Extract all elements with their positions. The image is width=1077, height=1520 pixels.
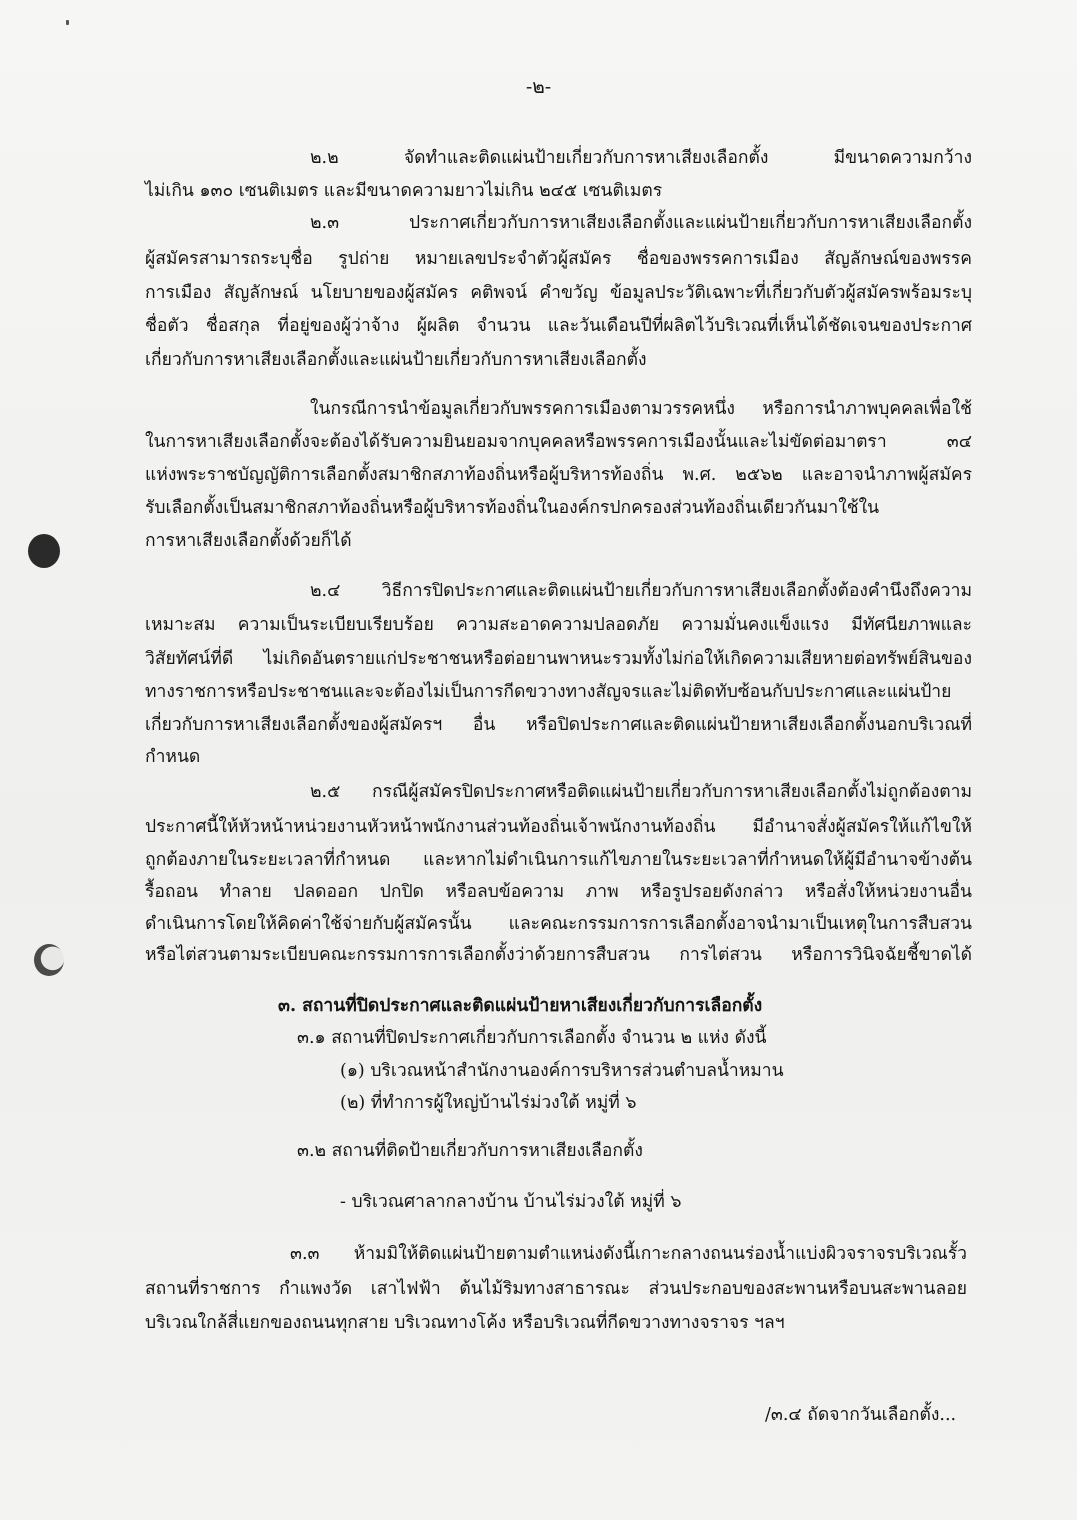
list-item: - บริเวณศาลากลางบ้าน บ้านไร่ม่วงใต้ หมู่ที่ ๖ (340, 1192, 682, 1212)
paragraph-line: แห่งพระราชบัญญัติการเลือกตั้งสมาชิกสภาท้องถิ่นหรือผู้บริหารท้องถิ่น พ.ศ. ๒๕๖๒ และอาจนำภาพผู้สมัคร (145, 465, 972, 485)
punch-hole-bottom (34, 944, 64, 976)
paragraph-line: ๓.๑ สถานที่ปิดประกาศเกี่ยวกับการเลือกตั้ง จำนวน ๒ แห่ง ดังนี้ (297, 1028, 767, 1048)
paragraph-line: ทางราชการหรือประชาชนและจะต้องไม่เป็นการกีดขวางทางสัญจรและไม่ติดทับซ้อนกับประกาศและแผ่นป้าย (145, 682, 952, 702)
paragraph-line: ในการหาเสียงเลือกตั้งจะต้องได้รับความยินยอมจากบุคคลหรือพรรคการเมืองนั้นและไม่ขัดต่อมาตรา ๓๔ (145, 432, 972, 452)
paragraph-line: เกี่ยวกับการหาเสียงเลือกตั้งของผู้สมัครฯ อื่น หรือปิดประกาศและติดแผ่นป้ายหาเสียงเลือกตั้งนอกบริเวณที่ (145, 715, 972, 735)
list-item: (๒) ที่ทำการผู้ใหญ่บ้านไร่ม่วงใต้ หมู่ที่ ๖ (340, 1093, 637, 1113)
paragraph-line: เกี่ยวกับการหาเสียงเลือกตั้งและแผ่นป้ายเกี่ยวกับการหาเสียงเลือกตั้ง (145, 350, 647, 370)
paragraph-line: รื้อถอน ทำลาย ปลดออก ปกปิด หรือลบข้อความ ภาพ หรือรูปรอยดังกล่าว หรือสั่งให้หน่วยงานอื่น (145, 882, 972, 902)
paragraph-line: เหมาะสม ความเป็นระเบียบเรียบร้อย ความสะอาดความปลอดภัย ความมั่นคงแข็งแรง มีทัศนียภาพและ (145, 615, 972, 635)
paragraph-line: ชื่อตัว ชื่อสกุล ที่อยู่ของผู้ว่าจ้าง ผู้ผลิต จำนวน และวันเดือนปีที่ผลิตไว้บริเวณที่เห็นได้ชัดเจนของประกาศ (145, 316, 972, 336)
paragraph-line: การหาเสียงเลือกตั้งด้วยก็ได้ (145, 531, 352, 551)
continuation-note: /๓.๔ ถัดจากวันเลือกตั้ง... (765, 1405, 957, 1425)
list-item: (๑) บริเวณหน้าสำนักงานองค์การบริหารส่วนตำบลน้ำหมาน (340, 1061, 784, 1081)
paragraph-line: บริเวณใกล้สี่แยกของถนนทุกสาย บริเวณทางโค้ง หรือบริเวณที่กีดขวางทางจราจร ฯลฯ (145, 1313, 785, 1333)
paragraph-line: ประกาศนี้ให้หัวหน้าหน่วยงานหัวหน้าพนักงานส่วนท้องถิ่นเจ้าพนักงานท้องถิ่น มีอำนาจสั่งผู้สมัครให้แก้ไขให้ (145, 817, 972, 837)
paragraph-line: ๒.๕ กรณีผู้สมัครปิดประกาศหรือติดแผ่นป้ายเกี่ยวกับการหาเสียงเลือกตั้งไม่ถูกต้องตาม (310, 782, 972, 802)
paper-speck (66, 20, 69, 25)
paragraph-line: ๒.๒ จัดทำและติดแผ่นป้ายเกี่ยวกับการหาเสียงเลือกตั้ง มีขนาดความกว้าง (310, 148, 972, 168)
paragraph-line: ในกรณีการนำข้อมูลเกี่ยวกับพรรคการเมืองตามวรรคหนึ่ง หรือการนำภาพบุคคลเพื่อใช้ (310, 399, 972, 419)
paragraph-line: วิสัยทัศน์ที่ดี ไม่เกิดอันตรายแก่ประชาชนหรือต่อยานพาหนะรวมทั้งไม่ก่อให้เกิดความเสียหายต่อทรัพย์สินของ (145, 649, 972, 669)
paragraph-line: ๒.๔ วิธีการปิดประกาศและติดแผ่นป้ายเกี่ยวกับการหาเสียงเลือกตั้งต้องคำนึงถึงความ (310, 581, 972, 601)
paragraph-line: รับเลือกตั้งเป็นสมาชิกสภาท้องถิ่นหรือผู้บริหารท้องถิ่นในองค์กรปกครองส่วนท้องถิ่นเดียวกันมาใช้ใน (145, 498, 880, 518)
paragraph-line: การเมือง สัญลักษณ์ นโยบายของผู้สมัคร คติพจน์ คำขวัญ ข้อมูลประวัติเฉพาะที่เกี่ยวกับตัวผู้สมัครพร้อมระบุ (145, 283, 972, 303)
paragraph-line: ถูกต้องภายในระยะเวลาที่กำหนด และหากไม่ดำเนินการแก้ไขภายในระยะเวลาที่กำหนดให้ผู้มีอำนาจข้างต้น (145, 850, 972, 870)
paragraph-line: ไม่เกิน ๑๓๐ เซนติเมตร และมีขนาดความยาวไม่เกิน ๒๔๕ เซนติเมตร (145, 181, 663, 201)
paragraph-line: ๒.๓ ประกาศเกี่ยวกับการหาเสียงเลือกตั้งและแผ่นป้ายเกี่ยวกับการหาเสียงเลือกตั้ง (310, 213, 972, 233)
punch-hole-top (28, 534, 60, 568)
section-heading: ๓. สถานที่ปิดประกาศและติดแผ่นป้ายหาเสียงเกี่ยวกับการเลือกตั้ง (278, 996, 763, 1016)
paragraph-line: สถานที่ราชการ กำแพงวัด เสาไฟฟ้า ต้นไม้ริมทางสาธารณะ ส่วนประกอบของสะพานหรือบนสะพานลอย (145, 1279, 967, 1299)
paragraph-line: ดำเนินการโดยให้คิดค่าใช้จ่ายกับผู้สมัครนั้น และคณะกรรมการการเลือกตั้งอาจนำมาเป็นเหตุในการสืบสวน (145, 914, 972, 934)
paragraph-line: หรือไต่สวนตามระเบียบคณะกรรมการการเลือกตั้งว่าด้วยการสืบสวน การไต่สวน หรือการวินิจฉัยชี้ขาดได้ (145, 945, 972, 965)
paragraph-line: ๓.๓ ห้ามมิให้ติดแผ่นป้ายตามตำแหน่งดังนี้เกาะกลางถนนร่องน้ำแบ่งผิวจราจรบริเวณรั้ว (290, 1244, 967, 1264)
page-number: -๒- (525, 76, 552, 98)
paragraph-line: ผู้สมัครสามารถระบุชื่อ รูปถ่าย หมายเลขประจำตัวผู้สมัคร ชื่อของพรรคการเมือง สัญลักษณ์ของพรรค (145, 249, 972, 269)
paragraph-line: กำหนด (145, 747, 201, 767)
paragraph-line: ๓.๒ สถานที่ติดป้ายเกี่ยวกับการหาเสียงเลือกตั้ง (297, 1141, 643, 1161)
